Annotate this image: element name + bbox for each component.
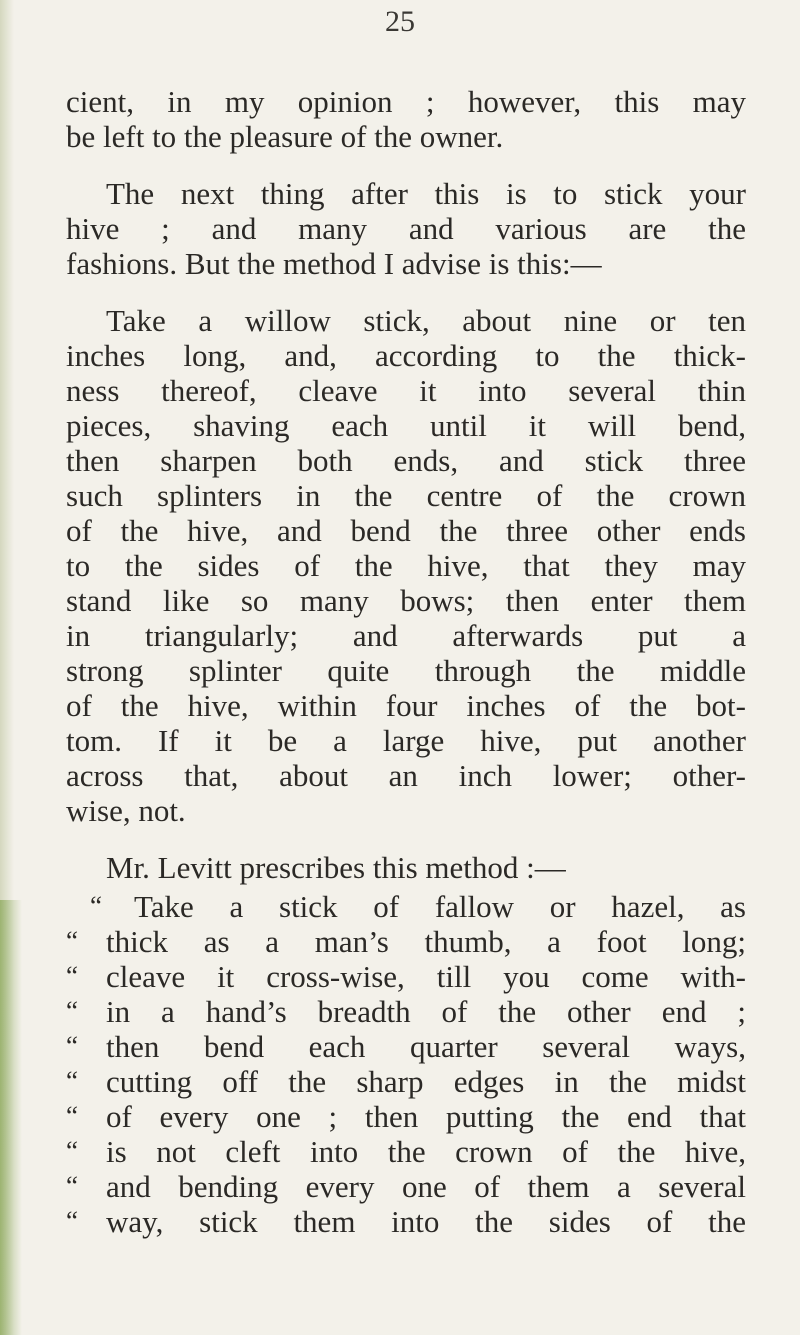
quote-mark: “ <box>66 996 78 1026</box>
quote-text: of every one ; then putting the end that <box>106 1099 746 1134</box>
quote-text: cutting off the sharp edges in the midst <box>106 1064 746 1099</box>
page-edge-stain <box>0 900 22 1335</box>
quote-mark: “ <box>66 1101 78 1131</box>
text-line: such splinters in the centre of the crown <box>66 478 746 513</box>
quote-line <box>66 959 746 994</box>
quote-text: way, stick them into the sides of the <box>106 1204 746 1239</box>
text-line: The next thing after this is to stick your <box>106 176 746 211</box>
text-line: Take a willow stick, about nine or ten <box>106 303 746 338</box>
text-line: across that, about an inch lower; other- <box>66 758 746 793</box>
quote-text: and bending every one of them a several <box>106 1169 746 1204</box>
quote-line <box>66 1204 746 1239</box>
quote-text: in a hand’s breadth of the other end ; <box>106 994 746 1029</box>
quote-line <box>66 924 746 959</box>
quote-line <box>66 1099 746 1134</box>
quote-line <box>66 889 746 924</box>
quote-mark: “ <box>66 1171 78 1201</box>
quote-mark: “ <box>66 1136 78 1166</box>
body-text <box>66 84 746 1239</box>
text-line: to the sides of the hive, that they may <box>66 548 746 583</box>
paragraph-stick-hive <box>66 176 746 281</box>
quote-line <box>66 1169 746 1204</box>
quote-mark: “ <box>90 891 102 921</box>
quote-text: is not cleft into the crown of the hive, <box>106 1134 746 1169</box>
text-line: cient, in my opinion ; however, this may <box>66 84 746 119</box>
quote-line <box>66 994 746 1029</box>
quote-mark: “ <box>66 961 78 991</box>
text-line: be left to the pleasure of the owner. <box>66 119 504 154</box>
page-number: 25 <box>385 5 415 38</box>
quote-mark: “ <box>66 1031 78 1061</box>
text-line: of the hive, and bend the three other ends <box>66 513 746 548</box>
text-line: strong splinter quite through the middle <box>66 653 746 688</box>
text-line: inches long, and, according to the thick- <box>66 338 746 373</box>
text-line: stand like so many bows; then enter them <box>66 583 746 618</box>
paragraph-willow-method <box>66 303 746 828</box>
text-line: then sharpen both ends, and stick three <box>66 443 746 478</box>
quote-text: thick as a man’s thumb, a foot long; <box>106 924 746 959</box>
text-line: fashions. But the method I advise is this:— <box>66 246 602 281</box>
quote-mark: “ <box>66 1066 78 1096</box>
levitt-quotation <box>66 889 746 1239</box>
text-line: Mr. Levitt prescribes this method :— <box>106 850 566 885</box>
quote-line <box>66 1064 746 1099</box>
paragraph-continuation <box>66 84 746 154</box>
quote-line <box>66 1134 746 1169</box>
quote-mark: “ <box>66 926 78 956</box>
text-line: pieces, shaving each until it will bend, <box>66 408 746 443</box>
quote-text: Take a stick of fallow or hazel, as <box>134 889 746 924</box>
quote-text: then bend each quarter several ways, <box>106 1029 746 1064</box>
quote-text: cleave it cross-wise, till you come with- <box>106 959 746 994</box>
text-line: tom. If it be a large hive, put another <box>66 723 746 758</box>
text-line: of the hive, within four inches of the bot- <box>66 688 746 723</box>
quote-mark: “ <box>66 1206 78 1236</box>
text-line: wise, not. <box>66 793 186 828</box>
text-line: in triangularly; and afterwards put a <box>66 618 746 653</box>
paragraph-levitt-intro <box>66 850 746 885</box>
quote-line <box>66 1029 746 1064</box>
text-line: hive ; and many and various are the <box>66 211 746 246</box>
text-line: ness thereof, cleave it into several thin <box>66 373 746 408</box>
